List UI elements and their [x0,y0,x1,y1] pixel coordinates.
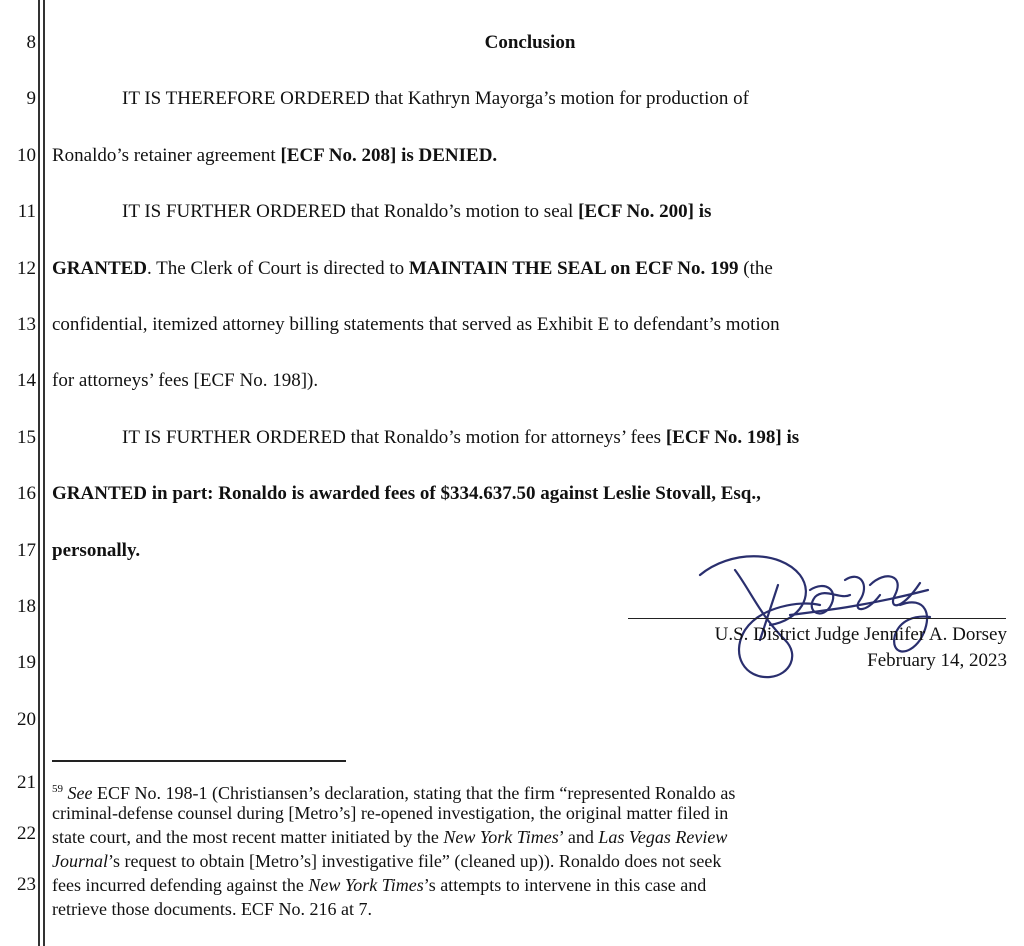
line-number: 16 [17,483,36,504]
footnote-line-6 [52,897,372,921]
footnote-number: 59 [52,783,63,795]
footnote-text-italic: Las Vegas Review [598,827,728,847]
body-text-bold: personally. [52,540,141,561]
body-text: . The Clerk of Court is directed to [147,258,409,279]
footnote-text: ’s attempts to intervene in this case and [423,875,707,895]
footnote-text: ’ and [558,827,599,847]
line-number: 12 [17,258,36,279]
line-number: 9 [26,88,36,109]
footnote-line-5 [52,873,706,897]
line-number: 23 [17,874,36,895]
body-line-16 [52,483,761,505]
body-text-bold: MAINTAIN THE SEAL on ECF No. 199 [408,258,739,279]
order-date: February 14, 2023 [867,650,1007,671]
body-text-bold: [ECF No. 200] is [578,201,712,222]
line-number: 21 [17,772,36,793]
body-text-bold: GRANTED [52,258,148,279]
footnote-text: ECF No. 198-1 (Christiansen’s declaration, stating that the firm “represented Ronaldo as [92,783,736,803]
body-text-bold: GRANTED in part: Ronaldo is awarded fees of $334.637.50 against Leslie Stovall, Esq., [52,483,761,504]
footnote-text-italic: New York Times [443,827,559,847]
line-number: 11 [17,201,36,222]
line-number: 17 [17,540,36,561]
line-number: 18 [17,596,36,617]
body-line-10 [52,145,497,167]
footnote-text: fees incurred defending against the [52,875,309,895]
line-number: 20 [17,709,36,730]
body-text: Ronaldo’s retainer agreement [52,145,281,166]
footnote-text: criminal-defense counsel during [Metro’s] re-opened investigation, the original matter filed in [52,803,729,823]
footnote-text: state court, and the most recent matter initiated by the [52,827,444,847]
footnote-text-italic: See [67,783,93,803]
body-line-12 [52,258,773,280]
judge-name: U.S. District Judge Jennifer A. Dorsey [714,624,1007,645]
footnote-text: ’s request to obtain [Metro’s] investigative file” (cleaned up)). Ronaldo does not seek [108,851,722,871]
line-number: 22 [17,823,36,844]
footnote-text-italic: New York Times [308,875,424,895]
body-text: for attorneys’ fees [ECF No. 198]). [52,370,319,391]
body-line-17 [52,540,140,562]
footnote-line-2 [52,801,728,825]
line-number: 8 [26,32,36,53]
body-text: IT IS FURTHER ORDERED that Ronaldo’s motion to seal [122,201,579,222]
line-number: 19 [17,652,36,673]
body-text: IT IS THEREFORE ORDERED that Kathryn Mayorga’s motion for production of [122,88,749,109]
body-line-13 [52,314,780,336]
line-number: 14 [17,370,36,391]
section-heading: Conclusion [484,32,576,53]
margin-rule-right [43,0,45,946]
footnote-text-italic: Journal [52,851,108,871]
body-text-bold: [ECF No. 198] is [665,427,800,448]
body-line-9 [122,88,749,110]
body-text: IT IS FURTHER ORDERED that Ronaldo’s motion for attorneys’ fees [122,427,666,448]
footnote-line-4 [52,849,721,873]
body-text: confidential, itemized attorney billing statements that served as Exhibit E to defendant’s motion [52,314,780,335]
footnote-text: retrieve those documents. ECF No. 216 at 7. [52,899,372,919]
line-number: 15 [17,427,36,448]
body-line-11 [122,201,711,223]
body-text: (the [738,258,773,279]
body-line-15 [122,427,799,449]
line-number: 10 [17,145,36,166]
body-line-14 [52,370,318,392]
footnote-line-3 [52,825,727,849]
margin-rule-left [38,0,40,946]
body-text-bold: [ECF No. 208] is DENIED. [280,145,498,166]
line-number: 13 [17,314,36,335]
signature-line [628,618,1006,619]
footnote-separator [52,760,346,762]
